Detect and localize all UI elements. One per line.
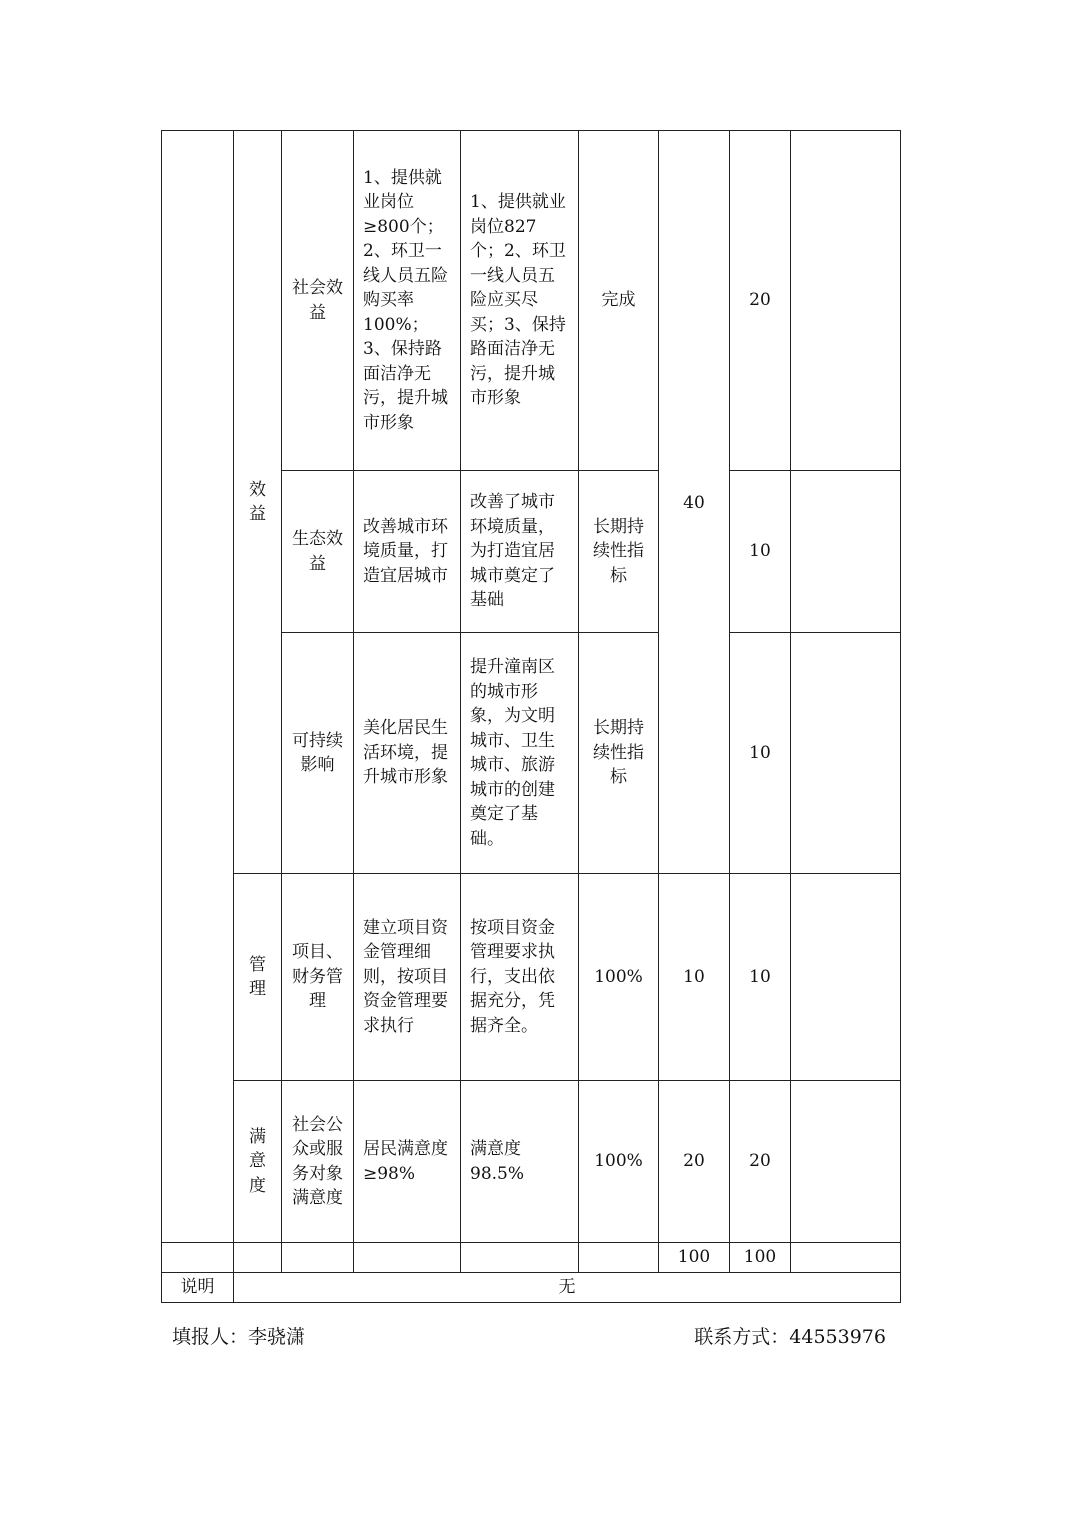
table-row (162, 1081, 901, 1243)
empty-cell (461, 1243, 579, 1273)
empty-cell (791, 1243, 901, 1273)
remark-cell (791, 471, 901, 633)
target-cell: 1、提供就业岗位≥800个；2、环卫一线人员五险购买率100%；3、保持路面洁净无污，提升城市形象 (354, 131, 461, 471)
level1-empty-cell (162, 131, 234, 1243)
actual-cell: 提升潼南区的城市形象，为文明城市、卫生城市、旅游城市的创建奠定了基础。 (461, 633, 579, 874)
indicator-cell: 可持续影响 (282, 633, 354, 874)
empty-cell (579, 1243, 659, 1273)
weight-cell: 10 (659, 874, 730, 1081)
remark-cell (791, 1081, 901, 1243)
completion-cell: 完成 (579, 131, 659, 471)
score-cell: 20 (730, 1081, 791, 1243)
total-weight-cell: 100 (659, 1243, 730, 1273)
actual-cell: 按项目资金管理要求执行，支出依据充分，凭据齐全。 (461, 874, 579, 1081)
actual-cell: 满意度98.5% (461, 1081, 579, 1243)
target-cell: 美化居民生活环境，提升城市形象 (354, 633, 461, 874)
actual-cell: 改善了城市环境质量，为打造宜居城市奠定了基础 (461, 471, 579, 633)
target-cell: 改善城市环境质量，打造宜居城市 (354, 471, 461, 633)
completion-cell: 100% (579, 874, 659, 1081)
target-cell: 居民满意度≥98% (354, 1081, 461, 1243)
benefit-weight-cell: 40 (659, 131, 730, 874)
contact-text: 联系方式：44553976 (694, 1326, 886, 1348)
table-row (162, 131, 901, 471)
target-cell: 建立项目资金管理细则，按项目资金管理要求执行 (354, 874, 461, 1081)
score-cell: 10 (730, 874, 791, 1081)
score-cell: 10 (730, 471, 791, 633)
indicator-cell: 社会公众或服务对象满意度 (282, 1081, 354, 1243)
indicator-cell: 社会效益 (282, 131, 354, 471)
total-row (162, 1243, 901, 1273)
empty-cell (354, 1243, 461, 1273)
table-row (162, 874, 901, 1081)
score-cell: 20 (730, 131, 791, 471)
indicator-cell: 生态效益 (282, 471, 354, 633)
category-management: 管理 (234, 874, 282, 1081)
empty-cell (162, 1243, 234, 1273)
note-value: 无 (234, 1273, 901, 1303)
score-cell: 10 (730, 633, 791, 874)
completion-cell: 长期持续性指标 (579, 471, 659, 633)
performance-table (161, 130, 901, 1303)
actual-cell: 1、提供就业岗位827个；2、环卫一线人员五险应买尽买；3、保持路面洁净无污，提升城市形象 (461, 131, 579, 471)
indicator-cell: 项目、财务管理 (282, 874, 354, 1081)
category-benefit: 效益 (234, 131, 282, 874)
empty-cell (282, 1243, 354, 1273)
empty-cell (234, 1243, 282, 1273)
remark-cell (791, 131, 901, 471)
completion-cell: 100% (579, 1081, 659, 1243)
weight-cell: 20 (659, 1081, 730, 1243)
total-score-cell: 100 (730, 1243, 791, 1273)
remark-cell (791, 874, 901, 1081)
completion-cell: 长期持续性指标 (579, 633, 659, 874)
category-satisfaction: 满意度 (234, 1081, 282, 1243)
note-row (162, 1273, 901, 1303)
reporter-text: 填报人：李骁潇 (172, 1326, 306, 1348)
note-label: 说明 (162, 1273, 234, 1303)
remark-cell (791, 633, 901, 874)
